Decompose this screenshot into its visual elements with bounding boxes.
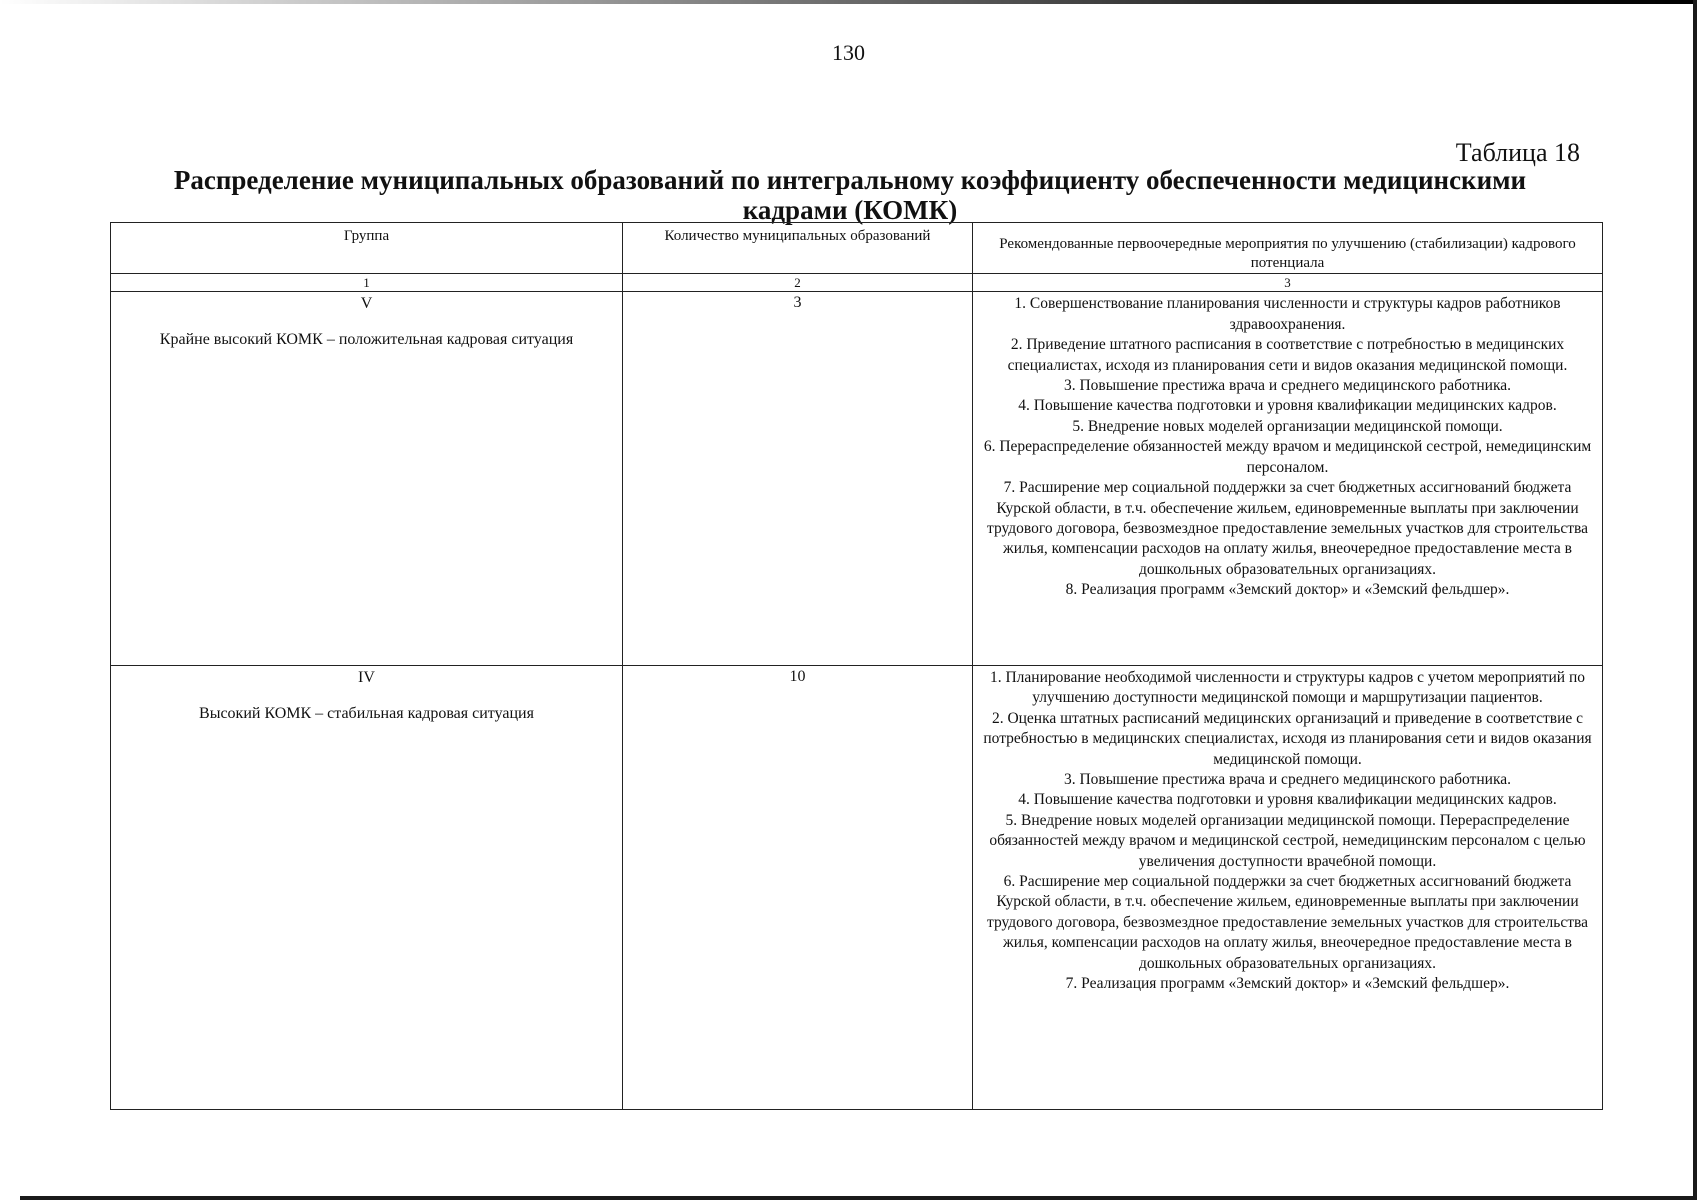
column-number-1: 1 (111, 274, 623, 292)
measure-item: 2. Оценка штатных расписаний медицинских организаций и приведение в соответствие с потребностью в медицинских специалистах, исходя из планирования сети и видов оказания медицинской помощи. (983, 709, 1592, 768)
header-cell-group (111, 223, 623, 274)
group-cell (111, 665, 623, 1109)
column-number-3: 3 (973, 274, 1603, 292)
header-cell-measures (973, 223, 1603, 274)
measures-cell (973, 665, 1603, 1109)
group-cell (111, 292, 623, 666)
municipality-count: 10 (789, 667, 806, 685)
measure-item: 2. Приведение штатного расписания в соответствие с потребностью в медицинских специалистах, исходя из планирования сети и видов оказания медицинской помощи. (1007, 336, 1568, 374)
measure-item: 4. Повышение качества подготовки и уровня квалификации медицинских кадров. (1018, 791, 1557, 809)
measure-item: 5. Внедрение новых моделей организации медицинской помощи. Перераспределение обязанностей между врачом и медицинской сестрой, немедицинским персоналом с целью увеличения доступности врачебной помощи. (989, 811, 1586, 870)
komk-distribution-table (110, 222, 1603, 1110)
page-number: 130 (832, 40, 865, 65)
measure-item: 6. Расширение мер социальной поддержки за счет бюджетных ассигнований бюджета Курской области, в т.ч. обеспечение жильем, единовременные выплаты при заключении трудового договора, безвозмездное предоставление земельных участков для строительства жилья, компенсации расходов на оплату жилья, внеочередное предоставление места в дошкольных образовательных организациях. (986, 873, 1588, 972)
measure-item: 8. Реализация программ «Земский доктор» и «Земский фельдшер». (1065, 581, 1510, 599)
group-name: Крайне высокий КОМК – положительная кадровая ситуация (159, 331, 574, 349)
measure-item: 1. Планирование необходимой численности и структуры кадров с учетом мероприятий по улучшению доступности медицинской помощи и маршрутизации пациентов. (989, 668, 1586, 707)
group-roman-numeral: V (360, 295, 373, 313)
scan-edge-right (1693, 0, 1697, 1200)
document-title: Распределение муниципальных образований по интегральному коэффициенту обеспеченности медицинскими кадрами (КОМК) (173, 165, 1527, 225)
header-cell-count (623, 223, 973, 274)
count-cell (623, 292, 973, 666)
measure-item: 7. Реализация программ «Земский доктор» и «Земский фельдшер». (1065, 975, 1510, 993)
measure-item: 3. Повышение престижа врача и среднего медицинского работника. (1063, 771, 1512, 788)
measure-item: 7. Расширение мер социальной поддержки за счет бюджетных ассигнований бюджета Курской области, в т.ч. обеспечение жильем, единовременные выплаты при заключении трудового договора, безвозмездное предоставление земельных участков для строительства жилья, компенсации расходов на оплату жилья, внеочередное предоставление места в дошкольных образовательных организациях. (986, 479, 1588, 578)
count-cell (623, 665, 973, 1109)
measure-item: 5. Внедрение новых моделей организации медицинской помощи. (1072, 417, 1503, 435)
table-row (111, 292, 1603, 666)
column-number-2: 2 (623, 274, 973, 292)
scan-edge-bottom (20, 1196, 1697, 1200)
table-label: Таблица 18 (1455, 138, 1580, 167)
measure-item: 6. Перераспределение обязанностей между врачом и медицинской сестрой, немедицинским персоналом. (983, 438, 1592, 476)
measure-item: 4. Повышение качества подготовки и уровня квалификации медицинских кадров. (1018, 397, 1557, 415)
header-measures-label: Рекомендованные первоочередные мероприятия по улучшению (стабилизации) кадрового потенциала (999, 236, 1576, 271)
municipality-count: 3 (793, 294, 802, 312)
table-header-row (111, 223, 1603, 274)
measure-item: 3. Повышение престижа врача и среднего медицинского работника. (1063, 377, 1512, 395)
column-number-row (111, 274, 1603, 292)
measures-cell (973, 292, 1603, 666)
measure-item: 1. Совершенствование планирования численности и структуры кадров работников здравоохранения. (1014, 295, 1561, 333)
table-row (111, 665, 1603, 1109)
header-count-label: Количество муниципальных образований (664, 228, 931, 244)
group-name: Высокий КОМК – стабильная кадровая ситуация (199, 704, 534, 722)
group-roman-numeral: IV (358, 668, 375, 686)
scan-edge-top (0, 0, 1697, 4)
header-group-label: Группа (343, 228, 390, 244)
